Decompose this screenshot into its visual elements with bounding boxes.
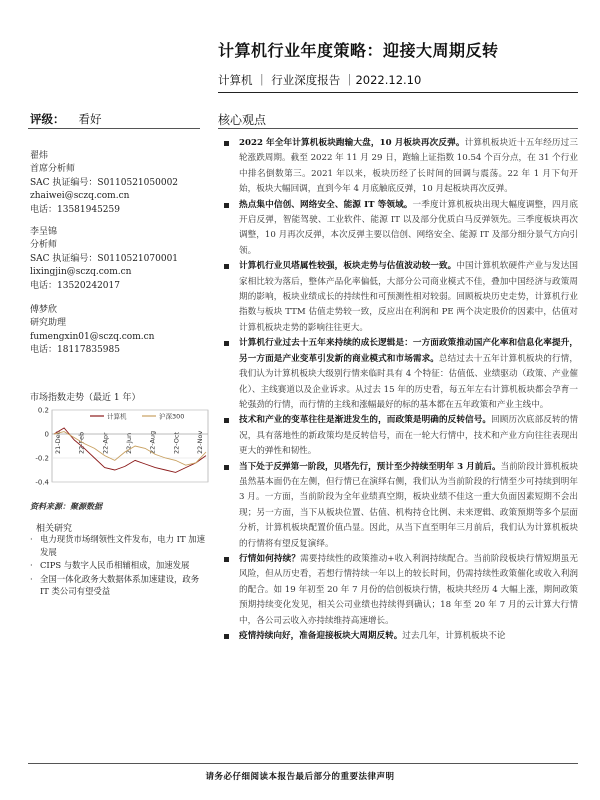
core-point-body: 总结过去十五年计算机板块的行情，我们认为计算机板块大级别行情来临时具有 4 个特征：估值低、业绩驱动（政策、产业催化）、主线赛道以及企业诉求。从过去 15 年的历史看，每五年左右计算机板块都会孕育一轮强劲的行情，而行情的主线和涨幅最好的标的基本都在五年政策和产业主线中。 — [239, 353, 578, 410]
analyst-phone: 电话：13581945259 — [30, 204, 120, 215]
analyst-phone: 电话：18117835985 — [30, 345, 120, 356]
analyst-name: 李呈锦 — [30, 227, 58, 237]
chart-title: 市场指数走势（最近 1 年） — [30, 393, 141, 403]
analyst-email: fumengxin01@sczq.com.cn — [30, 331, 155, 342]
x-tick-label: 22-Jun — [125, 432, 133, 454]
related-item[interactable] — [30, 573, 210, 598]
core-point — [218, 629, 578, 644]
core-point-lead: 热点集中信创、网络安全、能源 IT 等领域。 — [239, 199, 413, 210]
bullet-marker — [224, 264, 229, 269]
core-point-text — [239, 336, 578, 413]
bullet-icon: · — [30, 573, 33, 584]
bullet-icon: · — [30, 534, 33, 544]
core-point-body: 回顾历次底部反转的情况，具有落地性的新政策均是反转信号，而在一轮大行情中，技术和产业方向往往表现出更大的弹性和韧性。 — [239, 415, 578, 457]
chart-source-value: 聚源数据 — [70, 501, 102, 511]
x-tick-label: 22-Feb — [77, 431, 86, 454]
y-tick-label: 0.2 — [37, 406, 49, 415]
bullet-icon: · — [30, 560, 33, 570]
core-points — [218, 136, 578, 644]
bullet-marker — [224, 465, 229, 470]
x-tick-label: 22-Oct — [172, 431, 181, 454]
x-tick-label: 21-Dec — [54, 430, 62, 454]
analyst-role: 研究助理 — [30, 318, 67, 329]
bullet-marker — [224, 557, 229, 562]
related-item-text[interactable]: 电力现货市场纲领性文件发布，电力 IT 加速发展 — [40, 534, 205, 557]
core-point-lead: 2022 年全年计算机板块跑输大盘，10 月板块再次反弹。 — [239, 138, 465, 148]
core-point-text — [239, 136, 578, 198]
x-tick-label: 22-Aug — [148, 430, 157, 454]
core-title: 核心观点 — [218, 113, 267, 127]
y-tick-label: 0 — [44, 430, 49, 439]
analyst-2 — [30, 226, 178, 293]
x-tick-label: 22-Nov — [196, 430, 204, 454]
core-point — [218, 460, 578, 552]
analyst-1 — [30, 150, 178, 217]
left-divider — [28, 128, 200, 129]
related-item-text[interactable]: 全国一体化政务大数据体系加速建设，政务 IT 类公司有望受益 — [40, 573, 200, 596]
analyst-3 — [30, 304, 154, 358]
rating-label: 评级： — [30, 112, 65, 126]
core-point-text — [239, 413, 578, 459]
analyst-phone: 电话：13520242017 — [30, 280, 120, 291]
analyst-email: lixingjin@sczq.com.cn — [30, 267, 132, 278]
x-tick-label: 22-Apr — [101, 432, 110, 454]
footer-disclaimer: 请务必仔细阅读本报告最后部分的重要法律声明 — [205, 772, 395, 782]
footer-divider — [28, 763, 578, 764]
legend-label: 计算机 — [107, 412, 127, 421]
related-list — [30, 533, 210, 599]
related-title: 相关研究 — [36, 524, 73, 534]
core-point-lead: 行情如何持续？ — [239, 553, 301, 564]
report-title: 计算机行业年度策略：迎接大周期反转 — [218, 41, 499, 60]
related-item-text[interactable]: CIPS 与数字人民币相辅相成，加速发展 — [40, 560, 190, 570]
bullet-marker — [224, 341, 229, 346]
core-point-text — [239, 552, 578, 629]
report-subtitle: 计算机 ｜ 行业深度报告 ｜2022.12.10 — [218, 73, 422, 87]
header-divider — [218, 92, 578, 93]
analyst-name: 翟炜 — [30, 151, 49, 161]
bullet-marker — [224, 203, 229, 208]
related-item[interactable] — [30, 533, 210, 558]
chart-source-label: 资料来源： — [30, 501, 70, 511]
core-point-body: 过去几年，计算机板块不论 — [402, 631, 506, 641]
rating-value: 看好 — [78, 112, 102, 126]
analyst-name: 傅梦欣 — [30, 305, 58, 315]
core-point-body: 当前阶段计算机板块虽然基本面仍在左侧，但行情已在演绎右侧，我们认为当前阶段的行情至少可持续到明年 3 月。一方面，当前阶段为全年业绩真空期，板块业绩不佳这一重大负面因素短期不会出现；另一方面，当下从板块位置、估值、机构持仓比例、未来逻辑、政策预期等多个层面分析，计算机板块配置价值凸显。因此，从当下直至明年三月前后，我们认为计算机板块的行情将有望反复演绎。 — [239, 461, 578, 549]
core-point-text — [239, 629, 578, 644]
chart-source — [30, 501, 102, 512]
core-point — [218, 413, 578, 459]
core-point-lead: 计算机行业贝塔属性较强，板块走势与估值波动较一致。 — [239, 261, 457, 272]
core-point — [218, 259, 578, 336]
related-item[interactable] — [30, 559, 210, 572]
analyst-license: SAC 执证编号：S0110521070001 — [30, 253, 179, 264]
analyst-license: SAC 执证编号：S0110521050002 — [30, 177, 179, 188]
analyst-role: 分析师 — [30, 240, 58, 251]
analyst-email: zhaiwei@sczq.com.cn — [30, 191, 130, 202]
y-tick-label: -0.4 — [35, 478, 49, 487]
core-point-lead: 技术和产业的变革往往是渐进发生的，而政策是明确的反转信号。 — [239, 415, 492, 426]
core-point — [218, 136, 578, 198]
core-point-body: 中国计算机软硬件产业与发达国家相比较为落后，整体产品化率偏低，大部分公司商业模式不佳，叠加中国经济与政策周期的影响，板块业绩成长的持续性和可预测性相对较弱。回顾板块历史走势，计算机行业指数与板块 TTM 估值走势较一致，反应出在利润和 PE 两个决定股价的因素中，估值对计算机板块走势的影响往往更大。 — [239, 261, 578, 333]
core-point-text — [239, 198, 578, 260]
core-point-lead: 疫情持续向好，准备迎接板块大周期反转。 — [239, 631, 403, 641]
market-index-chart — [30, 404, 212, 499]
core-point-lead: 当下处于反弹第一阶段，贝塔先行，预计至少持续至明年 3 月前后。 — [239, 461, 501, 472]
core-point-body: 需要持续性的政策推动+收入利润持续配合。当前阶段板块行情短期虽无风险，但从历史看，若想行情持续一年以上的较长时间，仍需持续性政策催化或收入利润的配合。如 19 年初至 20 年 7 月份的信创板块行情，板块共经历 4 大幅上涨，期间政策预期持续变化发见，相关公司业绩也持续得到确认；18 年至 20 年 7 月的云计算大行情中，各公司云收入亦持续维持高速增长。 — [239, 553, 578, 626]
right-divider — [218, 128, 578, 129]
core-point-lead: 计算机行业过去十五年来持续的成长逻辑是：一方面政策推动国产化率和信息化率提升，另一方面是产业变革引发新的商业模式和市场需求。 — [239, 338, 578, 364]
core-point-body: 计算机板块近十五年经历过三轮涨跌周期。截至 2022 年 11 月 29 日，跑输上证指数 10.54 个百分点，在 31 个行业中排名倒数第三。2021 年以来，板块历经了长时间的回调与震荡。22 年 1 月下旬开始，板块大幅回调，直到今年 4 月底触底反弹，10 月起板块再次反弹。 — [239, 138, 578, 195]
core-point — [218, 552, 578, 629]
core-point — [218, 336, 578, 413]
legend-label: 沪深300 — [159, 412, 185, 421]
bullet-marker — [224, 634, 229, 639]
core-point-text — [239, 259, 578, 336]
analyst-role: 首席分析师 — [30, 164, 76, 175]
bullet-marker — [224, 141, 229, 146]
core-point-text — [239, 460, 578, 552]
core-point-body: 一季度计算机板块出现大幅度调整，四月底开启反弹，智能驾驶、工业软件、能源 IT 以及部分优质白马反弹领先。三季度板块再次调整，10 月再次反弹，本次反弹主要以信创、网络安全、能源 IT 及部分细分景气方向引领。 — [239, 199, 578, 256]
rating — [30, 111, 102, 127]
bullet-marker — [224, 418, 229, 423]
core-point — [218, 198, 578, 260]
y-tick-label: -0.2 — [35, 454, 49, 463]
